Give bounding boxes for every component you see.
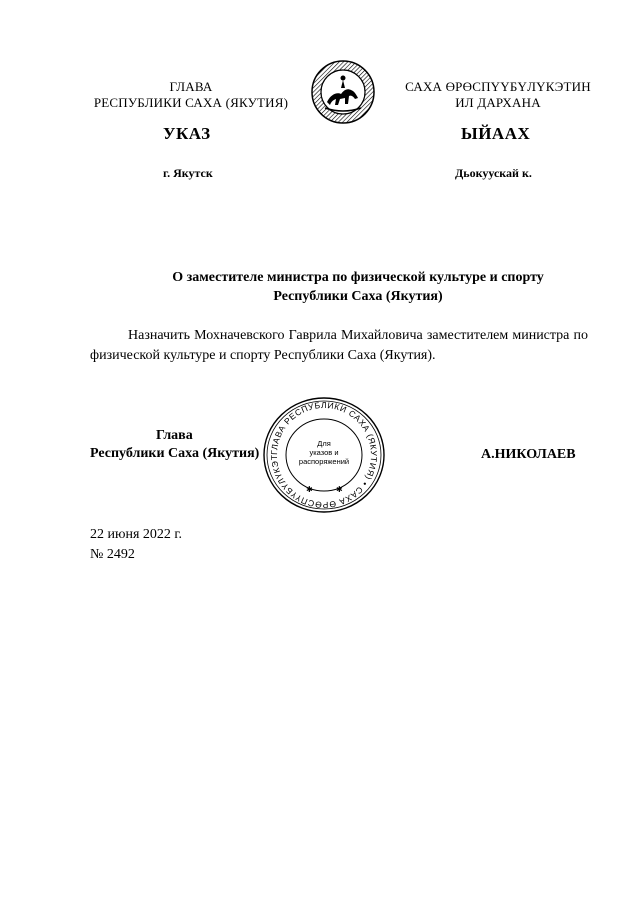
emblem-icon bbox=[311, 60, 375, 124]
signature-position-line2: Республики Саха (Якутия) bbox=[90, 446, 260, 461]
header-right-line1: САХА ӨРӨСПҮҮБҮЛҮКЭТИН bbox=[405, 79, 591, 94]
doc-type-left: УКАЗ bbox=[163, 124, 211, 143]
svg-text:✱: ✱ bbox=[336, 485, 343, 494]
body-paragraph: Назначить Мохначевского Гаврила Михайловича заместителем министра по физической культуре и спорту Республики Саха (Якутия). bbox=[90, 328, 588, 363]
seal-ring-text: ГЛАВА РЕСПУБЛИКИ САХА (ЯКУТИЯ) • САХА ӨРӨСПҮҮБҮЛҮКЭТ bbox=[268, 399, 380, 511]
subject-line2: Республики Саха (Якутия) bbox=[273, 289, 443, 304]
header-right-line2: ИЛ ДАРХАНА bbox=[455, 95, 541, 110]
document-number: № 2492 bbox=[90, 547, 135, 562]
subject-line1: О заместителе министра по физической культуре и спорту bbox=[172, 270, 544, 285]
seal-icon bbox=[262, 396, 386, 514]
doc-type-right: ЫЙААХ bbox=[461, 124, 531, 143]
header-right bbox=[388, 79, 608, 111]
signature-position-line1: Глава bbox=[156, 428, 193, 443]
city-right: Дьокуускай к. bbox=[455, 166, 532, 180]
document-body bbox=[90, 326, 588, 366]
seal-center-line3: распоряжений bbox=[298, 457, 350, 466]
header-left-line1: ГЛАВА bbox=[169, 79, 213, 94]
signature-position bbox=[90, 427, 270, 463]
svg-text:✱: ✱ bbox=[306, 485, 313, 494]
document-subject bbox=[60, 268, 640, 306]
document-date: 22 июня 2022 г. bbox=[90, 527, 183, 542]
header-left-line2: РЕСПУБЛИКИ САХА (ЯКУТИЯ) bbox=[93, 95, 289, 110]
seal-center-line2: указов и bbox=[309, 448, 339, 457]
city-left: г. Якутск bbox=[163, 166, 213, 180]
header-left bbox=[84, 79, 298, 111]
signatory-name: А.НИКОЛАЕВ bbox=[481, 447, 576, 462]
seal-center-line1: Для bbox=[317, 439, 331, 448]
